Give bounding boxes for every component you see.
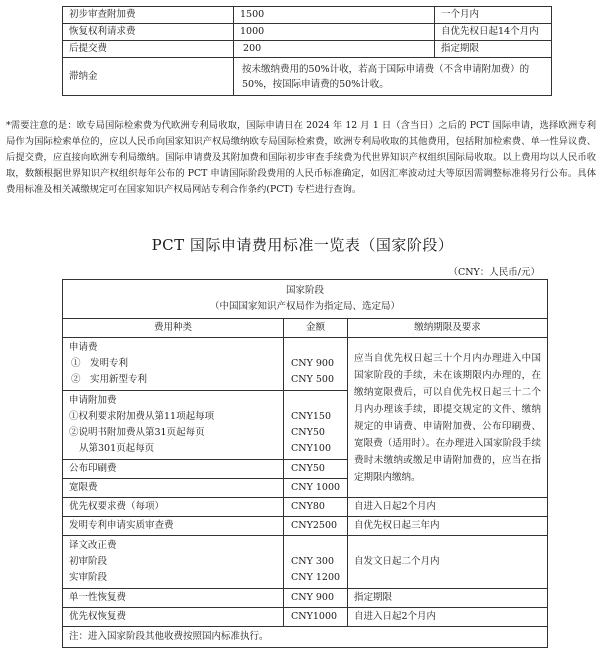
fee-amount: CNY1000 bbox=[284, 608, 348, 627]
fee-amount: CNY2500 bbox=[284, 517, 348, 536]
fee-item: 后提交费 bbox=[63, 41, 234, 58]
fee-amount-value: CNY150 bbox=[291, 411, 331, 422]
fee-item-sub: ② 实用新型专利 bbox=[71, 374, 148, 385]
fee-item bbox=[63, 536, 284, 589]
fee-item-sub: 从第301页起每页 bbox=[79, 443, 155, 454]
fee-amount-value: CNY 300 bbox=[291, 556, 335, 567]
fee-deadline: 自发文日起二个月内 bbox=[348, 536, 548, 589]
stage-header-line: 国家阶段 bbox=[285, 285, 324, 296]
fee-item: 宽限费 bbox=[63, 479, 284, 498]
national-fee-table bbox=[62, 279, 548, 648]
fee-item-sub: ①权利要求附加费从第11项起每项 bbox=[69, 411, 215, 422]
fee-description: 按未缴纳费用的50%计收，若高于国际申请费（不含申请附加费）的50%，按国际申请费的50%计收。 bbox=[234, 58, 552, 96]
fee-amount: CNY 1000 bbox=[284, 479, 348, 498]
fee-note-paragraph: *需要注意的是：欧专局国际检索费为代欧洲专利局收取，国际申请日在 2024 年 12 月 1 日（含当日）之后的 PCT 国际申请，选择欧洲专利局作为国际检索单位的，应以人民币向国家知识产权局缴纳欧专局国际检索费，欧洲专利局收取的其他费用，包括附加检索费、单一性异议费、后提交费，应直接向欧洲专利局缴纳。国际申请费及其附加费和国际初步审查手续费为代世界知识产权组织国际局收取。以上费用均以人民币收取，数额根据世界知识产权组织每年公布的 PCT 申请国际阶段费用的人民币标准确定，如因汇率波动过大等原因需调整标准将另行公布。具体费用标准及相关减缴规定可在国家知识产权局网站专利合作条约(PCT) 专栏进行查询。 bbox=[6, 120, 596, 195]
stage-header bbox=[63, 280, 548, 319]
fee-deadline: 指定期限 bbox=[348, 589, 548, 608]
fee-deadline: 自进入日起2个月内 bbox=[348, 608, 548, 627]
table-row bbox=[63, 517, 548, 536]
column-header-item: 费用种类 bbox=[63, 319, 284, 338]
table-row bbox=[63, 589, 548, 608]
fee-amount-value: CNY 1200 bbox=[291, 572, 341, 583]
fee-deadline: 一个月内 bbox=[435, 7, 552, 24]
fee-amount: 1000 bbox=[234, 24, 435, 41]
fee-item: 发明专利申请实质审查费 bbox=[63, 517, 284, 536]
table-row bbox=[63, 536, 548, 589]
fee-item: 单一性恢复费 bbox=[63, 589, 284, 608]
fee-amount: CNY 900 bbox=[284, 589, 348, 608]
fee-item bbox=[63, 338, 284, 391]
fee-item-sub: 初审阶段 bbox=[69, 556, 108, 567]
table-row bbox=[63, 7, 552, 24]
fee-item-label: 申请费 bbox=[69, 342, 98, 353]
fee-amount-value: CNY 900 bbox=[291, 358, 335, 369]
fee-item: 优先权恢复费 bbox=[63, 608, 284, 627]
fee-item-sub: ① 发明专利 bbox=[71, 358, 129, 369]
table-header-row bbox=[63, 280, 548, 319]
fee-deadline: 指定期限 bbox=[435, 41, 552, 58]
fee-amount-value: CNY 500 bbox=[291, 374, 335, 385]
fee-deadline: 自优先权日起14个月内 bbox=[435, 24, 552, 41]
column-header-deadline: 缴纳期限及要求 bbox=[348, 319, 548, 338]
fee-deadline: 自优先权日起三年内 bbox=[348, 517, 548, 536]
fee-item: 初步审查附加费 bbox=[63, 7, 234, 24]
fee-item-label: 译文改正费 bbox=[69, 540, 117, 551]
fee-amount: 200 bbox=[234, 41, 435, 58]
fee-amount-value: CNY50 bbox=[291, 427, 325, 438]
fee-amount-value: CNY100 bbox=[291, 443, 331, 454]
table-row bbox=[63, 627, 548, 648]
table-footnote: 注：进入国家阶段其他收费按照国内标准执行。 bbox=[63, 627, 548, 648]
stage-header-line: （中国国家知识产权局作为指定局、选定局） bbox=[209, 301, 400, 312]
fee-amount: 1500 bbox=[234, 7, 435, 24]
table-row bbox=[63, 608, 548, 627]
fee-amount: CNY80 bbox=[284, 498, 348, 517]
fee-amount bbox=[284, 338, 348, 391]
fee-item: 公布印刷费 bbox=[63, 460, 284, 479]
fee-item: 滞纳金 bbox=[63, 58, 234, 96]
fee-amount: CNY50 bbox=[284, 460, 348, 479]
fee-item: 优先权要求费（每项） bbox=[63, 498, 284, 517]
table-row bbox=[63, 41, 552, 58]
fee-item-label: 申请附加费 bbox=[69, 395, 117, 406]
fee-amount bbox=[284, 536, 348, 589]
page-title: PCT 国际申请费用标准一览表（国家阶段） bbox=[151, 236, 454, 254]
currency-unit: （CNY：人民币/元） bbox=[448, 267, 540, 278]
fee-item: 恢复权利请求费 bbox=[63, 24, 234, 41]
fee-deadline: 应当自优先权日起三十个月内办理进入中国国家阶段的手续，未在该期限内办理的，在缴纳宽限费后，可以自优先权日起三十二个月内办理该手续，即提交规定的文件、缴纳规定的申请费、申请附加费、公布印刷费、宽限费（适用时）。在办理进入国家阶段手续费时未缴纳或缴足申请附加费的，应当在指定期限内缴纳。 bbox=[348, 338, 548, 498]
fee-item-sub: 实审阶段 bbox=[69, 572, 108, 583]
fee-item bbox=[63, 391, 284, 460]
table-row bbox=[63, 338, 548, 391]
table-row bbox=[63, 498, 548, 517]
fee-deadline: 自进入日起2个月内 bbox=[348, 498, 548, 517]
fee-amount bbox=[284, 391, 348, 460]
table-row bbox=[63, 24, 552, 41]
fee-item-sub: ②说明书附加费从第31页起每页 bbox=[69, 427, 205, 438]
table-row bbox=[63, 58, 552, 96]
intl-fee-table bbox=[62, 6, 552, 96]
table-header-row bbox=[63, 319, 548, 338]
column-header-amount: 金额 bbox=[284, 319, 348, 338]
